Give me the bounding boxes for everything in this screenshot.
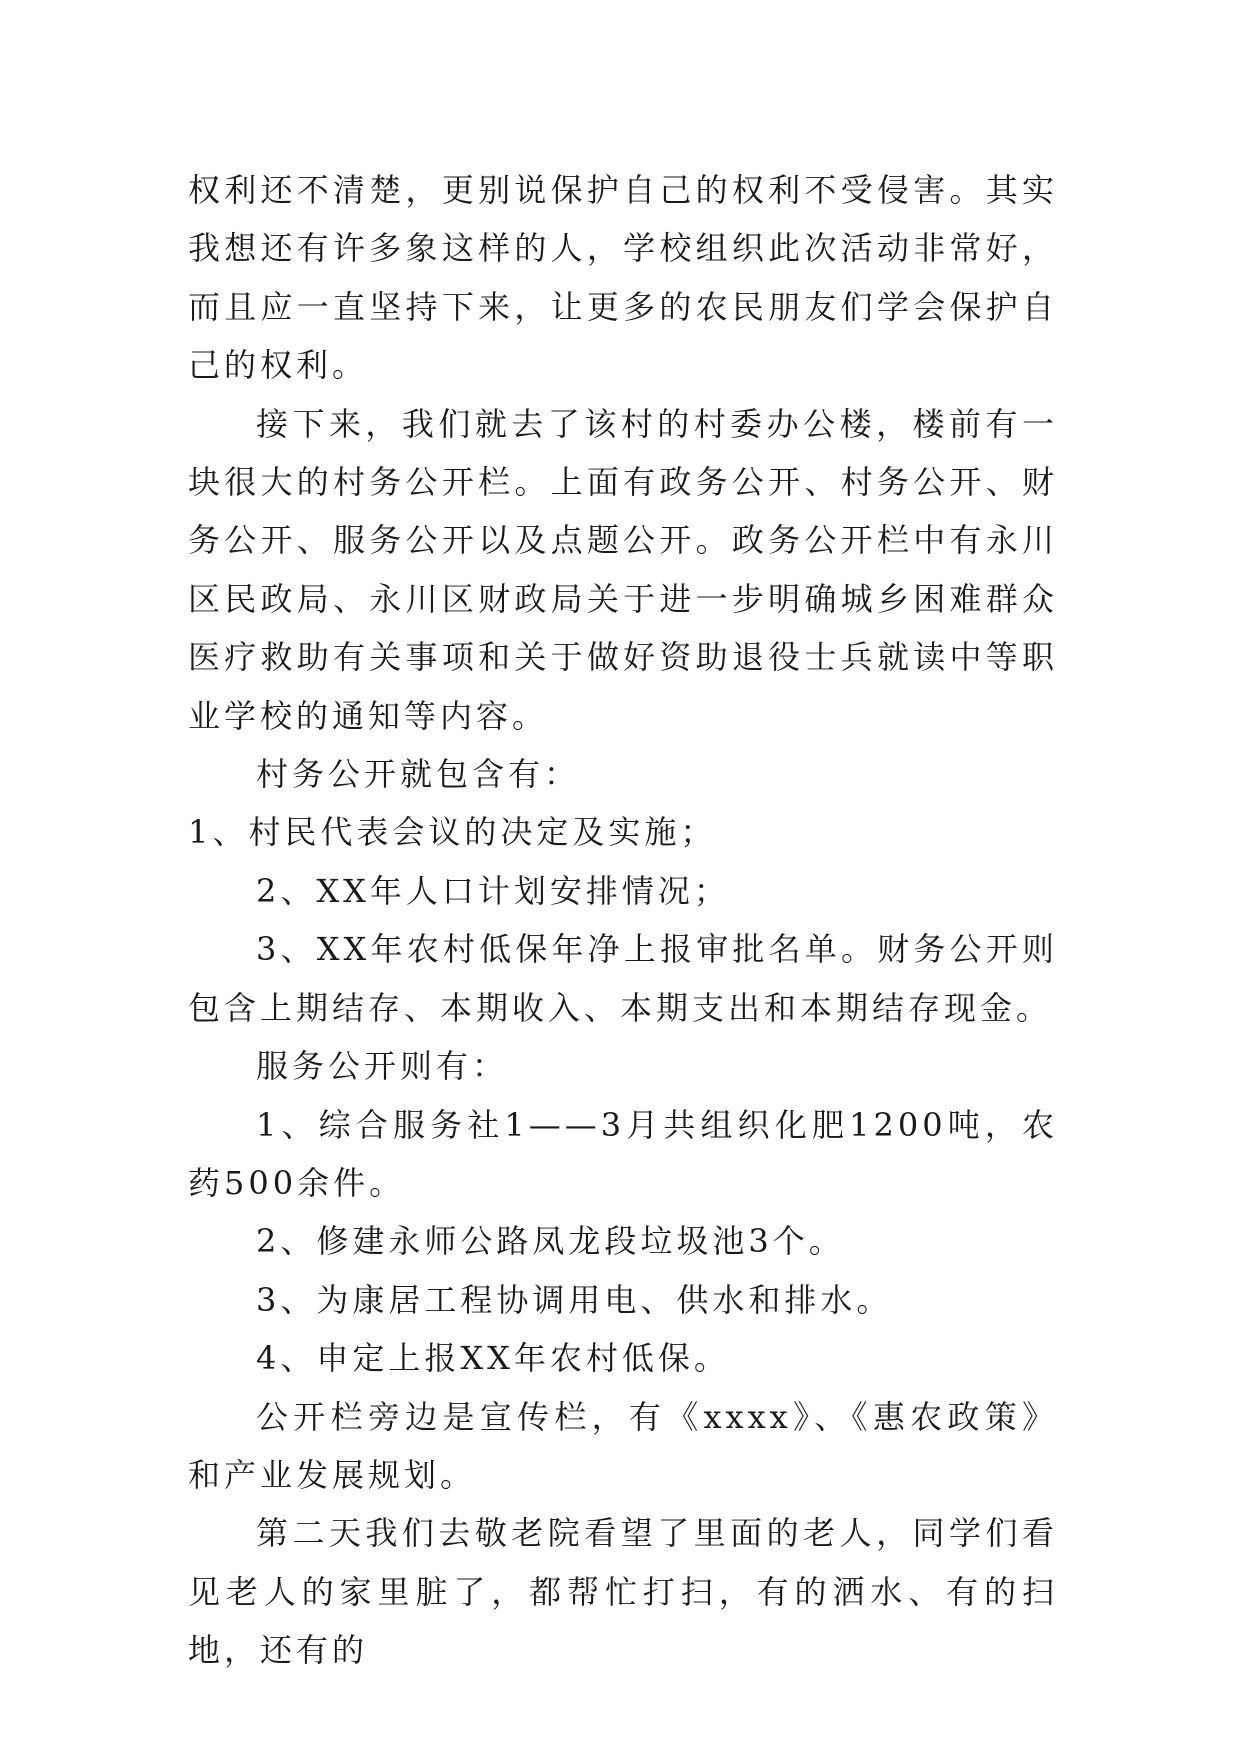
paragraph-service-intro: 服务公开则有： [256,1047,509,1086]
list-item-3: 3、XX年农村低保年净上报审批名单。财务公开则包含上期结存、本期收入、本期支出和本期结存现金。 [188,930,1058,1027]
paragraph-1: 权利还不清楚，更别说保护自己的权利不受侵害。其实我想还有许多象这样的人，学校组织此次活动非常好，而且应一直坚持下来，让更多的农民朋友们学会保护自己的权利。 [188,171,1058,385]
service-item-4: 4、申定上报XX年农村低保。 [256,1339,730,1378]
list-item-1: 1、村民代表会议的决定及实施； [188,813,717,852]
service-item-2: 2、修建永师公路凤龙段垃圾池3个。 [256,1222,845,1261]
document-body [188,161,1058,1680]
paragraph-3: 村务公开就包含有： [256,755,581,794]
list-item-2: 2、XX年人口计划安排情况； [256,871,730,910]
service-item-1: 1、综合服务社1——3月共组织化肥1200吨，农药500余件。 [188,1105,1058,1202]
paragraph-2: 接下来，我们就去了该村的村委办公楼，楼前有一块很大的村务公开栏。上面有政务公开、村务公开、财务公开、服务公开以及点题公开。政务公开栏中有永川区民政局、永川区财政局关于进一步明确城乡困难群众医疗救助有关事项和关于做好资助退役士兵就读中等职业学校的通知等内容。 [188,404,1058,735]
paragraph-bulletin: 公开栏旁边是宣传栏，有《xxxx》、《惠农政策》和产业发展规划。 [188,1397,1058,1494]
service-item-3: 3、为康居工程协调用电、供水和排水。 [256,1280,893,1319]
paragraph-nursing-home: 第二天我们去敬老院看望了里面的老人，同学们看见老人的家里脏了，都帮忙打扫，有的洒水、有的扫地，还有的 [188,1514,1058,1670]
